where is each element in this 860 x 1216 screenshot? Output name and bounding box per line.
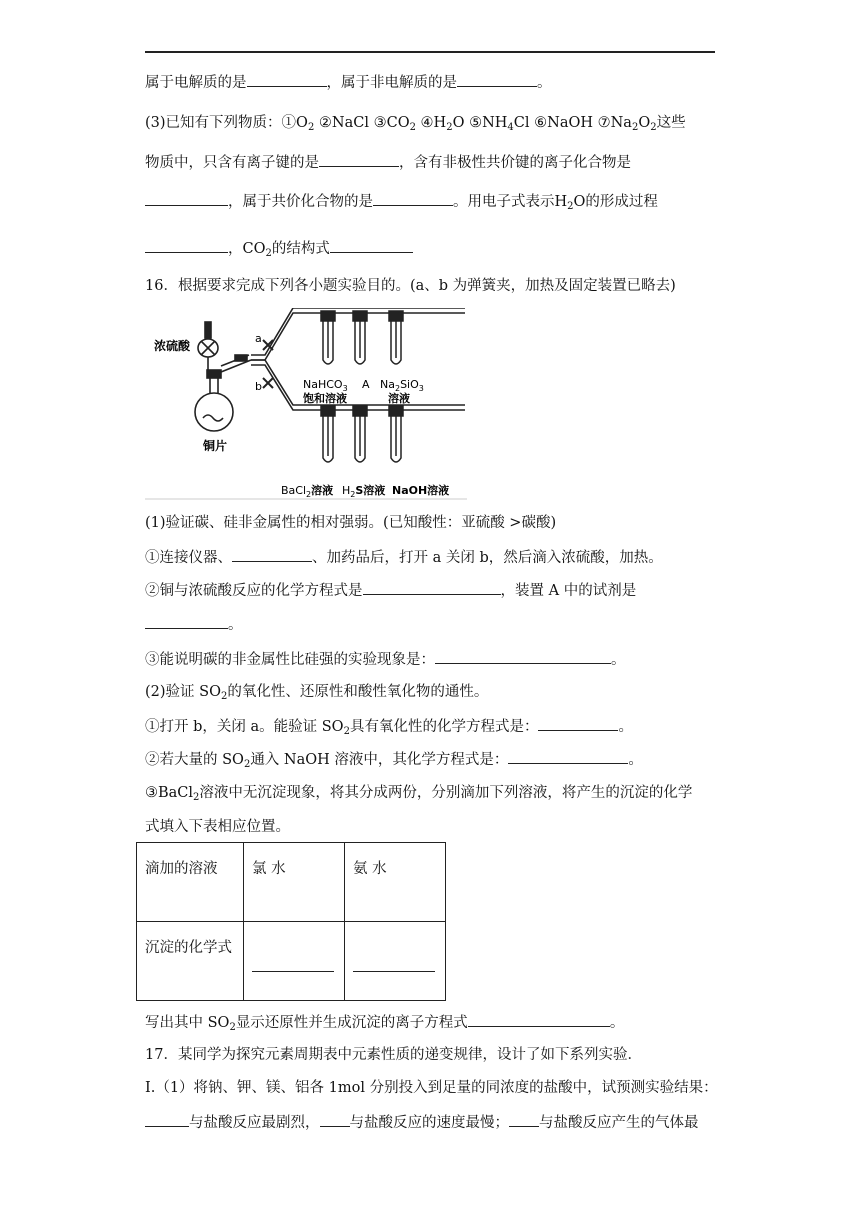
answer-blank[interactable]: [252, 957, 334, 972]
answer-blank[interactable]: [363, 580, 501, 595]
q15-line5: ，$CO_2$的结构式: [145, 238, 413, 259]
q16-p2-2: ②若大量的 $SO_2$通入 NaOH 溶液中，其化学方程式是： 。: [145, 749, 643, 770]
answer-blank[interactable]: [509, 1112, 539, 1127]
tube1-label: NaHCO$_3$: [303, 378, 348, 393]
answer-blank[interactable]: [508, 749, 628, 764]
q15-line1: 属于电解质的是 ，属于非电解质的是 。: [145, 72, 552, 93]
clamp-a-label: a: [255, 332, 262, 345]
acid-label: 浓硫酸: [154, 339, 191, 353]
bottom-label-1: BaCl$_2$溶液: [281, 484, 334, 499]
answer-blank[interactable]: [330, 238, 413, 253]
answer-blank[interactable]: [145, 238, 228, 253]
answer-blank[interactable]: [145, 191, 228, 206]
answer-blank[interactable]: [145, 1112, 189, 1127]
answer-blank[interactable]: [145, 614, 228, 629]
top-rule: [145, 51, 715, 53]
bottom-tubes: [321, 406, 403, 462]
q15-line2: (3)已知有下列物质：$①O_2$ ②NaCl $③CO_2$ $④H_2O$ $⑤NH_4Cl$ ⑥NaOH $⑦Na_2O_2$这些: [145, 115, 686, 133]
tube1-sublabel: 饱和溶液: [303, 392, 347, 405]
table-cell-answer[interactable]: [345, 922, 446, 1001]
copper-label: 铜片: [203, 439, 228, 453]
q17-title: 17．某同学为探究元素周期表中元素性质的递变规律，设计了如下系列实验．: [145, 1047, 642, 1063]
table-header-ammonia-water: 氨 水: [345, 843, 446, 922]
answer-blank[interactable]: [319, 152, 399, 167]
round-flask: [195, 370, 233, 431]
answer-blank[interactable]: [320, 1112, 350, 1127]
apparatus-figure: [145, 308, 467, 500]
table-header-reagent: 滴加的溶液: [137, 843, 244, 922]
table-header-chlorine-water: 氯 水: [244, 843, 345, 922]
tube3-sublabel: 溶液: [388, 392, 410, 405]
q16-p1-2: ②铜与浓硫酸反应的化学方程式是 ，装置 A 中的试剂是: [145, 580, 636, 601]
separatory-funnel: [198, 322, 218, 370]
q16-p2-4: 写出其中 $SO_2$显示还原性并生成沉淀的离子方程式 。: [145, 1012, 624, 1033]
tube2-label: A: [362, 378, 370, 391]
answer-blank[interactable]: [468, 1012, 610, 1027]
q16-p1: (1)验证碳、硅非金属性的相对强弱。(已知酸性：亚硫酸 >碳酸): [145, 515, 557, 531]
q16-p2-3b: 式填入下表相应位置。: [145, 819, 290, 835]
q16-p1-2b: 。: [145, 614, 243, 635]
answer-blank[interactable]: [247, 72, 327, 87]
table-cell-answer[interactable]: [244, 922, 345, 1001]
q16-p2-1: ①打开 b，关闭 a。能验证 $SO_2$具有氧化性的化学方程式是： 。: [145, 716, 633, 737]
answer-blank[interactable]: [373, 191, 453, 206]
table-row-label: 沉淀的化学式: [137, 922, 244, 1001]
q17-l1: I.（1）将钠、钾、镁、铝各 1mol 分别投入到足量的同浓度的盐酸中，试预测实验结果：: [145, 1080, 718, 1096]
q17-l2: 与盐酸反应最剧烈， 与盐酸反应的速度最慢； 与盐酸反应产生的气体最: [145, 1112, 699, 1133]
bottom-label-2: $H_2S$溶液: [342, 484, 386, 499]
answer-blank[interactable]: [457, 72, 537, 87]
tube3-label: $Na_2SiO_3$: [380, 378, 424, 393]
bottom-label-3: NaOH溶液: [392, 484, 450, 497]
top-tubes: [321, 311, 403, 364]
q15-line3: 物质中，只含有离子键的是 ，含有非极性共价键的离子化合物是: [145, 152, 631, 173]
clamp-b-label: b: [255, 380, 262, 393]
q16-p1-1: ①连接仪器、 、加药品后，打开 a 关闭 b，然后滴入浓硫酸，加热。: [145, 547, 663, 568]
answer-blank[interactable]: [538, 716, 618, 731]
clamp-b: [263, 378, 273, 388]
answer-blank[interactable]: [232, 547, 312, 562]
q16-title: 16．根据要求完成下列各小题实验目的。(a、b 为弹簧夹，加热及固定装置已略去): [145, 278, 676, 294]
answer-blank[interactable]: [435, 649, 611, 664]
precipitate-table: [136, 842, 446, 1001]
q16-p2: (2)验证 $SO_2$的氧化性、还原性和酸性氧化物的通性。: [145, 684, 489, 702]
answer-blank[interactable]: [353, 957, 435, 972]
q16-p2-3: ③BaCl$_2$溶液中无沉淀现象，将其分成两份，分别滴加下列溶液，将产生的沉淀的化学: [145, 785, 693, 803]
q15-line4: ，属于共价化合物的是 。用电子式表示$H_2O$的形成过程: [145, 191, 658, 212]
q16-p1-3: ③能说明碳的非金属性比硅强的实验现象是： 。: [145, 649, 626, 670]
